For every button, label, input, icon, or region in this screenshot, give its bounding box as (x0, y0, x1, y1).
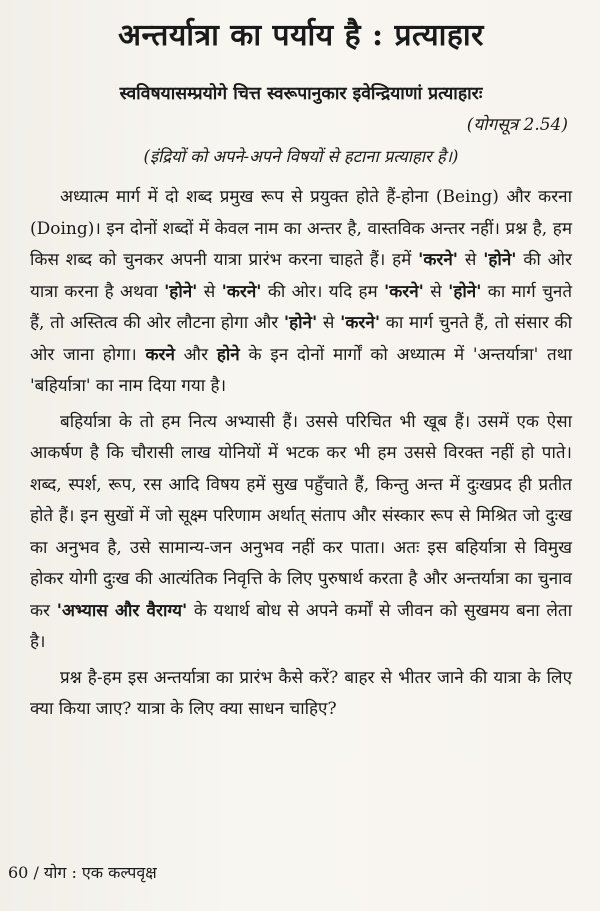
bold-karne: 'करने' (384, 281, 424, 302)
text-run: के यथार्थ बोध से अपने कर्मों से जीवन को सुखमय बना लेता है। (30, 600, 572, 652)
sutra-reference: (योगसूत्र 2.54) (466, 115, 568, 135)
bold-hone: 'होने' (483, 250, 517, 270)
bold-hone: 'होने' (164, 281, 198, 302)
bold-abhyas-vairagya: 'अभ्यास और वैराग्य' (56, 600, 188, 621)
text-run: का मार्ग चुनते हैं, तो अस्तित्व की ओर लौटना होगा और (30, 281, 573, 333)
text-run: के इन दोनों मार्गों को अध्यात्म में 'अन्तर्यात्रा' तथा 'बहिर्यात्रा' का नाम दिया गया है। (30, 344, 572, 396)
sanskrit-sutra: स्वविषयासम्प्रयोगे चित्त स्वरूपानुकार इवेन्द्रियाणां प्रत्याहारः (119, 84, 483, 104)
text-run: से (197, 281, 222, 302)
bold-karne: 'करने' (221, 281, 262, 302)
bold-hone: होने (216, 344, 240, 365)
bold-karne: करने (145, 344, 175, 365)
text-run: से (317, 313, 341, 333)
bold-hone: 'होने' (448, 281, 482, 302)
text-run: की ओर। यदि हम (261, 281, 385, 302)
paragraph-1 (30, 182, 572, 403)
bold-karne: 'करने' (340, 313, 381, 333)
text-run: बहिर्यात्रा के तो हम नित्य अभ्यासी हैं। उससे परिचित भी खूब हैं। उसमें एक ऐसा आकर्षण है कि चौरासी लाख योनियों में भटक कर भी हम उससे विरक्त नहीं हो पाते। शब्द, स्पर्श, रूप, रस आदि विषय हमें सुख पहुँचाते हैं, किन्तु अन्त में दुःखप्रद ही प्रतीत होते हैं। इन सुखों में जो सूक्ष्म परिणाम अर्थात् संताप और संस्कार रूप से मिश्रित जो दुःख का अनुभव है, उसे सामान्य-जन अनुभव नहीं कर पाता। अतः इस बहिर्यात्रा से विमुख होकर योगी दुःख की आत्यंतिक निवृत्ति के लिए पुरुषार्थ करता है और अन्तर्यात्रा का चुनाव कर (30, 411, 572, 621)
text-run: अध्यात्म मार्ग में दो शब्द प्रमुख रूप से प्रयुक्त होते हैं-होना (Being) और करना (Doing)। इन दोनों शब्दों में केवल नाम का अन्तर है, वास्तविक अन्तर नहीं। प्रश्न है, हम किस शब्द को चुनकर अपनी यात्रा प्रारंभ करना चाहते हैं। हमें (30, 187, 572, 270)
page-footer: 60 / योग : एक कल्पवृक्ष (8, 863, 157, 882)
text-run: और (174, 344, 217, 365)
text-run: से (458, 250, 484, 270)
paragraph-2 (30, 407, 572, 659)
text-run: से (423, 281, 449, 302)
chapter-title: अन्तर्यात्रा का पर्याय है : प्रत्याहार (118, 18, 484, 53)
paragraph-3: प्रश्न है-हम इस अन्तर्यात्रा का प्रारंभ कैसे करें? बाहर से भीतर जाने की यात्रा के लिए क्या किया जाए? यात्रा के लिए क्या साधन चाहिए? (30, 667, 572, 719)
bold-karne: 'करने' (418, 250, 459, 270)
bold-hone: 'होने' (283, 313, 318, 333)
sutra-translation: (इंद्रियों को अपने-अपने विषयों से हटाना प्रत्याहार है।) (143, 147, 459, 166)
text-run: का मार्ग चुनते हैं, तो संसार की ओर जाना होगा। (30, 313, 572, 365)
text-run: की ओर यात्रा करना है अथवा (30, 250, 572, 302)
